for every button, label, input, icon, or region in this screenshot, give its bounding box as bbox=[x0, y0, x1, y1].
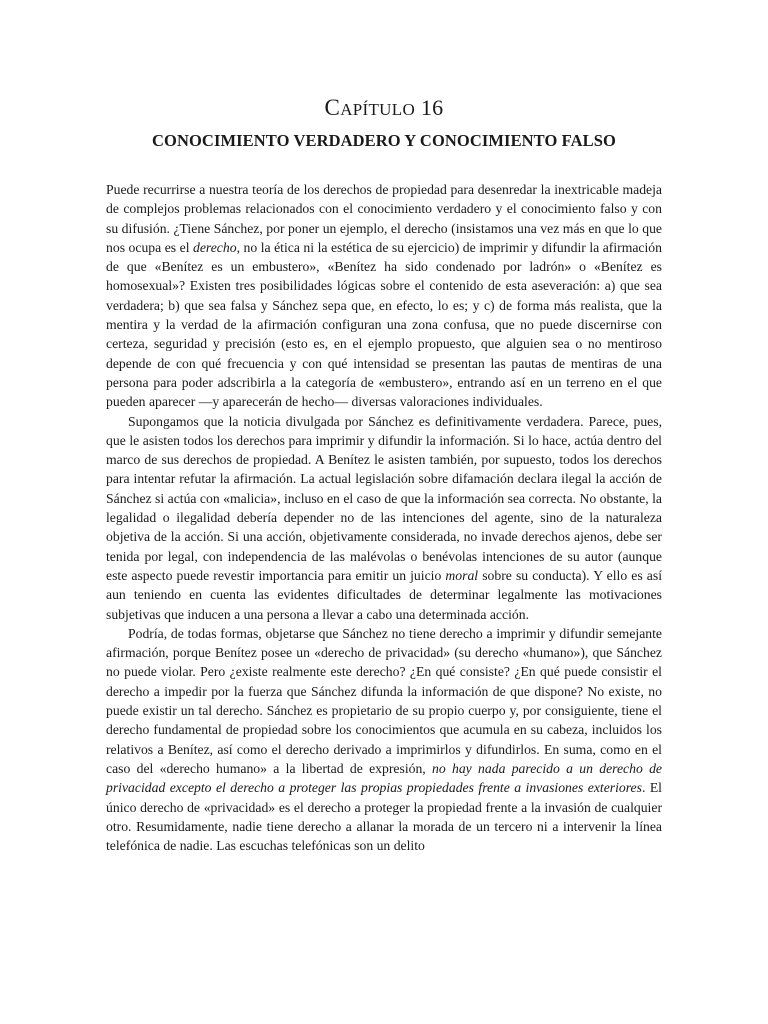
paragraph-text: , no la ética ni la estética de su ejercicio) de imprimir y difundir la afirmación de que «Benítez es un embustero», «Benítez ha sido condenado por ladrón» o «Benítez es homosexual»? Existen tres posibilidades lógicas sobre el contenido de esta aseveración: a) que sea verdadera; b) que sea falsa y Sánchez sepa que, en efecto, lo es; y c) de forma más realista, que la mentira y la verdad de la afirmación configuran una zona confusa, que no puede discernirse con certeza, seguridad y precisión (esto es, en el ejemplo propuesto, que alguien sea o no mentiroso depende de con qué frecuencia y con qué intensidad se presentan las pautas de mentiras de una persona para poder adscribirla a la categoría de «embustero», entrando así en un terreno en el que pueden aparecer —y aparecerán de hecho— diversas valoraciones individuales. bbox=[106, 239, 662, 410]
chapter-heading bbox=[106, 94, 662, 124]
paragraph-1 bbox=[106, 180, 662, 412]
paragraph-text: . El único derecho de «privacidad» es el derecho a proteger la propiedad frente a la invasión de cualquier otro. Resumidamente, nadie tiene derecho a allanar la morada de un tercero ni a intervenir la línea telefónica de nadie. Las escuchas telefónicas son un delito bbox=[106, 780, 662, 854]
book-page bbox=[106, 90, 662, 855]
paragraph-text: sobre su conducta). Y ello es así aun teniendo en cuenta las evidentes dificultades de determinar legalmente las motivaciones subjetivas que inducen a una persona a llevar a cabo una determinada acción. bbox=[106, 567, 662, 622]
paragraph-text: Podría, de todas formas, objetarse que Sánchez no tiene derecho a imprimir y difundir semejante afirmación, porque Benítez posee un «derecho de privacidad» (su derecho «humano»), que Sánchez no puede violar. Pero ¿existe realmente este derecho? ¿En qué consiste? ¿En qué puede consistir el derecho a impedir por la fuerza que Sánchez difunda la información de que dispone? No existe, no puede existir un tal derecho. Sánchez es propietario de su propio cuerpo y, por consiguiente, tiene el derecho fundamental de propiedad sobre los conocimientos que acumula en su cabeza, incluidos los relativos a Benítez, así como el derecho derivado a imprimirlos y difundirlos. En suma, como en el caso del «derecho humano» a la libertad de expresión, bbox=[106, 625, 662, 776]
paragraph-text: Puede recurrirse a nuestra teoría de los derechos de propiedad para desenredar la inextricable madeja de complejos problemas relacionados con el conocimiento verdadero y el conocimiento falso y con su difusión. ¿Tiene Sánchez, por poner un ejemplo, el derecho (insistamos una vez más en que lo que nos ocupa es el bbox=[106, 182, 662, 255]
chapter-title: CONOCIMIENTO VERDADERO Y CONOCIMIENTO FALSO bbox=[152, 131, 616, 150]
paragraph-3 bbox=[106, 624, 662, 856]
chapter-label-initial: C bbox=[324, 95, 341, 120]
paragraph-2 bbox=[106, 412, 662, 624]
chapter-number: 16 bbox=[420, 95, 444, 120]
emphasis-text: moral bbox=[445, 567, 479, 583]
chapter-body bbox=[106, 180, 662, 855]
paragraph-text: Supongamos que la noticia divulgada por Sánchez es definitivamente verdadera. Parece, pues, que le asisten todos los derechos para imprimir y difundir la información. Si lo hace, actúa dentro del marco de sus derechos de propiedad. A Benítez le asisten también, por supuesto, todos los derechos para intentar refutar la afirmación. La actual legislación sobre difamación declara ilegal la acción de Sánchez si actúa con «malicia», incluso en el caso de que la información sea correcta. No obstante, la legalidad o ilegalidad debería depender no de las intenciones del agente, sino de la naturaleza objetiva de la acción. Si una acción, objetivamente considerada, no invade derechos ajenos, debe ser tenida por legal, con independencia de las malévolas o benévolas intenciones de su autor (aunque este aspecto puede revestir importancia para emitir un juicio bbox=[106, 413, 662, 583]
chapter-label-rest: APÍTULO bbox=[340, 100, 416, 119]
emphasis-text: derecho bbox=[193, 239, 237, 255]
emphasis-text: no hay nada parecido a un derecho de privacidad excepto el derecho a proteger las propias propiedades frente a invasiones exteriores bbox=[106, 760, 663, 796]
